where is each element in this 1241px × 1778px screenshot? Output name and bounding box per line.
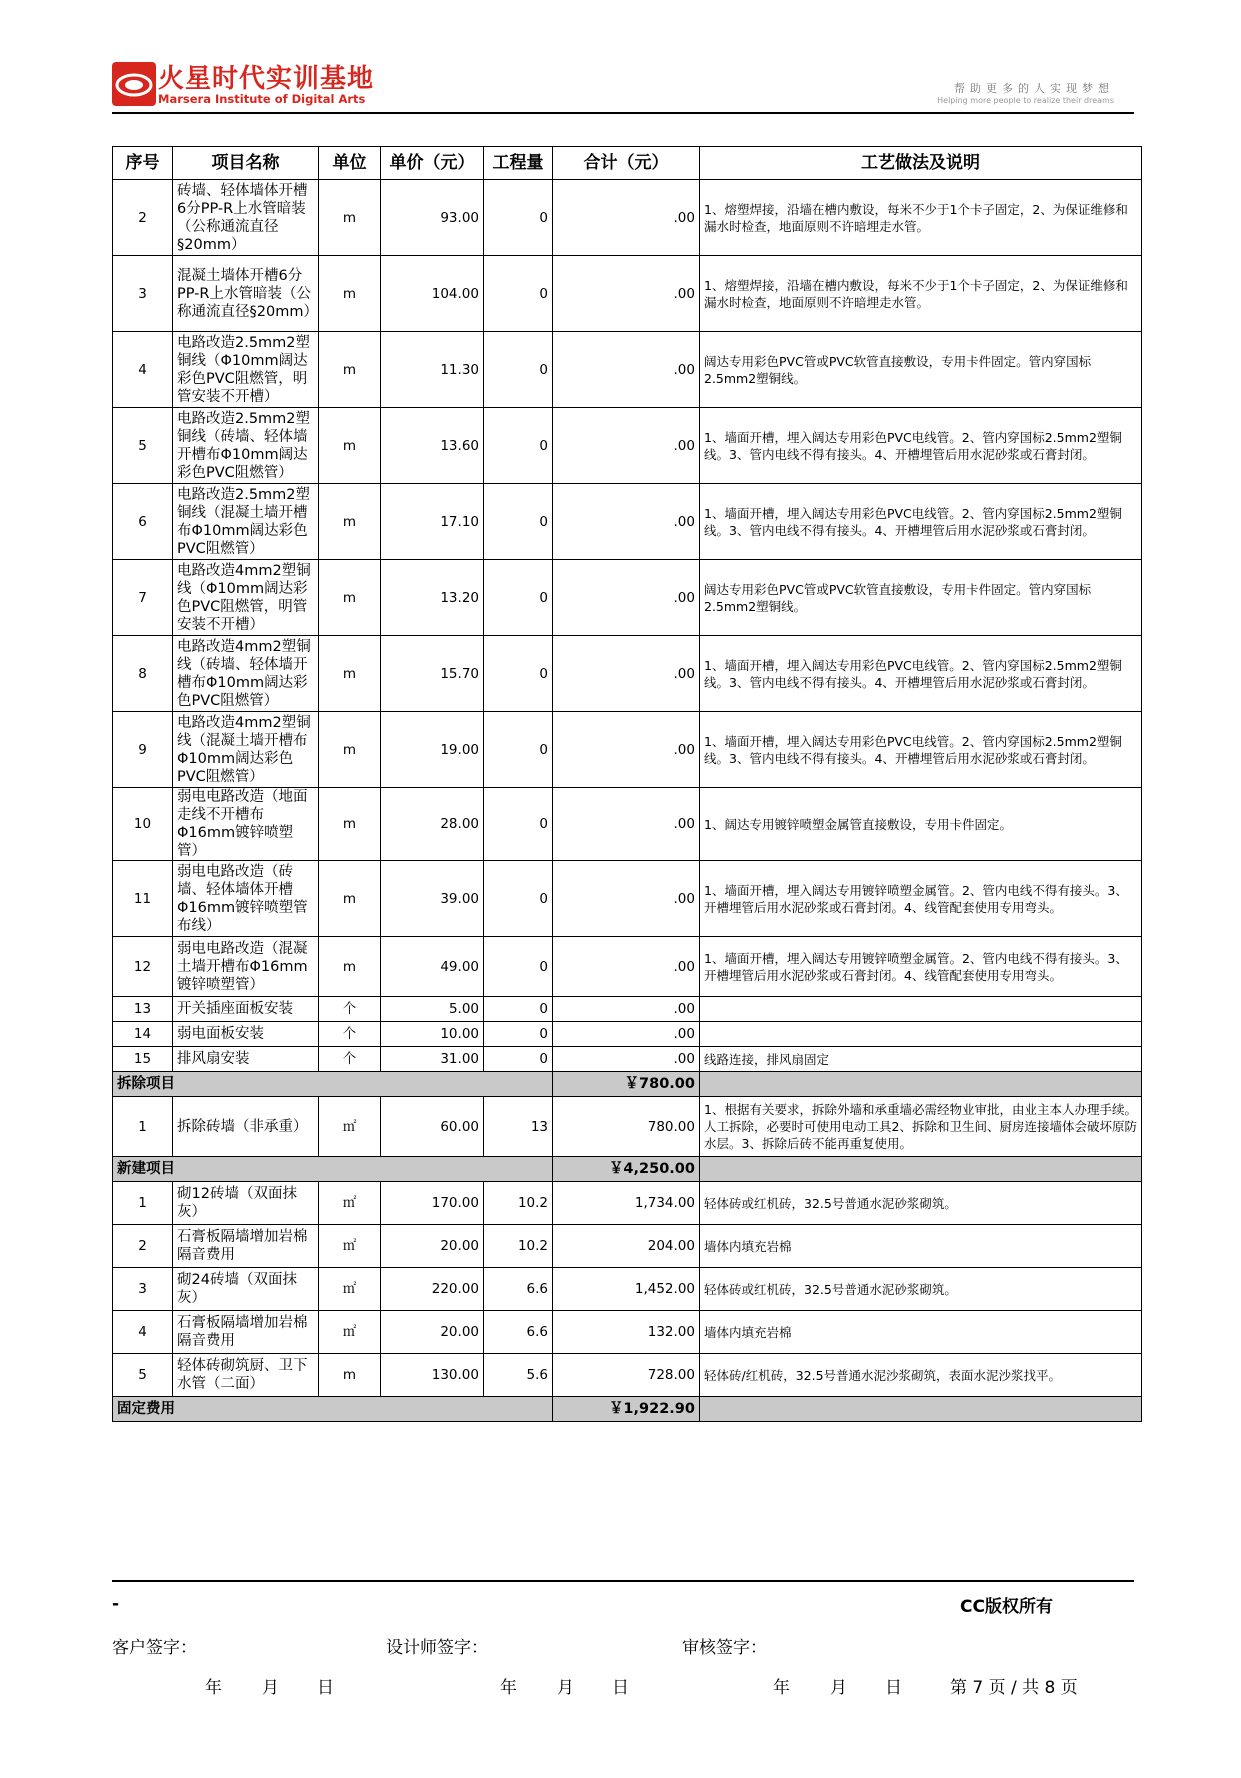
cell-quantity: 6.6 <box>484 1311 553 1354</box>
cell-quantity: 0 <box>484 180 553 256</box>
cell-item-name: 排风扇安装 <box>173 1047 319 1072</box>
cell-item-name: 弱电面板安装 <box>173 1022 319 1047</box>
section-desc-cell <box>700 1072 1142 1097</box>
cell-unit: m <box>319 332 381 408</box>
col-header-desc: 工艺做法及说明 <box>700 147 1142 180</box>
cell-unit-price: 49.00 <box>381 937 484 997</box>
cell-description: 1、熔塑焊接，沿墙在槽内敷设，每米不少于1个卡子固定，2、为保证维修和漏水时检查，地面原则不许暗埋走水管。 <box>700 256 1142 332</box>
cell-item-name: 电路改造4mm2塑铜线（砖墙、轻体墙开槽布Φ10mm阔达彩色PVC阻燃管） <box>173 636 319 712</box>
table-row <box>113 560 1142 636</box>
cell-total: 1,452.00 <box>553 1268 700 1311</box>
table-row <box>113 1097 1142 1157</box>
cell-no: 5 <box>113 1354 173 1397</box>
cell-unit: m <box>319 180 381 256</box>
cell-total: .00 <box>553 997 700 1022</box>
cell-description: 1、阔达专用镀锌喷塑金属管直接敷设，专用卡件固定。 <box>700 788 1142 861</box>
section-row <box>113 1072 1142 1097</box>
cell-no: 2 <box>113 180 173 256</box>
cell-unit: m <box>319 788 381 861</box>
cell-total: .00 <box>553 484 700 560</box>
cell-description: 1、墙面开槽，埋入阔达专用彩色PVC电线管。2、管内穿国标2.5mm2塑铜线。3、管内电线不得有接头。4、开槽埋管后用水泥砂浆或石膏封闭。 <box>700 636 1142 712</box>
cell-total: .00 <box>553 937 700 997</box>
cell-description: 1、根据有关要求，拆除外墙和承重墙必需经物业审批，由业主本人办理手续。人工拆除，必要时可使用电动工具2、拆除和卫生间、厨房连接墙体会破坏原防水层。3、拆除后砖不能再重复使用。 <box>700 1097 1142 1157</box>
cell-no: 6 <box>113 484 173 560</box>
section-label: 拆除项目 <box>113 1072 553 1097</box>
col-header-name: 项目名称 <box>173 147 319 180</box>
cell-unit: m <box>319 636 381 712</box>
cell-item-name: 弱电电路改造（砖墙、轻体墙体开槽Φ16mm镀锌喷塑管布线） <box>173 861 319 937</box>
cell-quantity: 0 <box>484 1047 553 1072</box>
section-row <box>113 1157 1142 1182</box>
cell-unit-price: 39.00 <box>381 861 484 937</box>
day-label: 日 <box>885 1678 904 1698</box>
cell-description: 1、熔塑焊接，沿墙在槽内敷设，每米不少于1个卡子固定，2、为保证维修和漏水时检查，地面原则不许暗埋走水管。 <box>700 180 1142 256</box>
designer-date <box>500 1673 631 1698</box>
cell-unit-price: 17.10 <box>381 484 484 560</box>
copyright-text: CC版权所有 <box>960 1597 1053 1617</box>
cell-quantity: 0 <box>484 861 553 937</box>
cell-item-name: 砌12砖墙（双面抹灰） <box>173 1182 319 1225</box>
table-row <box>113 1047 1142 1072</box>
cell-unit: ㎡ <box>319 1311 381 1354</box>
cell-quantity: 10.2 <box>484 1225 553 1268</box>
col-header-qty: 工程量 <box>484 147 553 180</box>
cell-no: 9 <box>113 712 173 788</box>
cell-item-name: 弱电电路改造（地面走线不开槽布Φ16mm镀锌喷塑管） <box>173 788 319 861</box>
cell-quantity: 0 <box>484 560 553 636</box>
cell-total: 1,734.00 <box>553 1182 700 1225</box>
cell-unit-price: 220.00 <box>381 1268 484 1311</box>
month-label: 月 <box>262 1678 281 1698</box>
cell-unit: m <box>319 937 381 997</box>
table-row <box>113 788 1142 861</box>
cell-unit-price: 15.70 <box>381 636 484 712</box>
cell-description: 1、墙面开槽，埋入阔达专用镀锌喷塑金属管。2、管内电线不得有接头。3、开槽埋管后用水泥砂浆或石膏封闭。4、线管配套使用专用弯头。 <box>700 861 1142 937</box>
cell-no: 1 <box>113 1097 173 1157</box>
cell-no: 4 <box>113 1311 173 1354</box>
section-amount: ￥4,250.00 <box>553 1157 700 1182</box>
cell-no: 14 <box>113 1022 173 1047</box>
cell-total: 780.00 <box>553 1097 700 1157</box>
cell-unit-price: 93.00 <box>381 180 484 256</box>
cell-unit: m <box>319 256 381 332</box>
cell-item-name: 电路改造2.5mm2塑铜线（混凝土墙开槽布Φ10mm阔达彩色PVC阻燃管） <box>173 484 319 560</box>
col-header-unit: 单位 <box>319 147 381 180</box>
cell-item-name: 砖墙、轻体墙体开槽6分PP-R上水管暗装（公称通流直径§20mm） <box>173 180 319 256</box>
table-row <box>113 1022 1142 1047</box>
cell-quantity: 0 <box>484 332 553 408</box>
cell-description: 1、墙面开槽，埋入阔达专用彩色PVC电线管。2、管内穿国标2.5mm2塑铜线。3、管内电线不得有接头。4、开槽埋管后用水泥砂浆或石膏封闭。 <box>700 408 1142 484</box>
cell-item-name: 电路改造2.5mm2塑铜线（砖墙、轻体墙开槽布Φ10mm阔达彩色PVC阻燃管） <box>173 408 319 484</box>
cell-quantity: 0 <box>484 1022 553 1047</box>
cell-unit: m <box>319 484 381 560</box>
cell-item-name: 弱电电路改造（混凝土墙开槽布Φ16mm镀锌喷塑管） <box>173 937 319 997</box>
cell-unit: m <box>319 861 381 937</box>
cell-description: 1、墙面开槽，埋入阔达专用镀锌喷塑金属管。2、管内电线不得有接头。3、开槽埋管后用水泥砂浆或石膏封闭。4、线管配套使用专用弯头。 <box>700 937 1142 997</box>
section-amount: ￥1,922.90 <box>553 1397 700 1422</box>
logo-icon <box>112 62 156 106</box>
cell-total: .00 <box>553 256 700 332</box>
cell-description: 轻体砖或红机砖，32.5号普通水泥砂浆砌筑。 <box>700 1182 1142 1225</box>
cell-quantity: 10.2 <box>484 1182 553 1225</box>
cell-unit: m <box>319 712 381 788</box>
table-row <box>113 937 1142 997</box>
cell-description: 轻体砖/红机砖，32.5号普通水泥沙浆砌筑，表面水泥沙浆找平。 <box>700 1354 1142 1397</box>
cell-unit: m <box>319 408 381 484</box>
section-row <box>113 1397 1142 1422</box>
section-amount: ￥780.00 <box>553 1072 700 1097</box>
cell-description <box>700 997 1142 1022</box>
cell-quantity: 0 <box>484 712 553 788</box>
table-row <box>113 997 1142 1022</box>
cell-no: 2 <box>113 1225 173 1268</box>
cell-quantity: 0 <box>484 484 553 560</box>
cell-total: .00 <box>553 1047 700 1072</box>
header-divider <box>112 112 1134 114</box>
table-row <box>113 180 1142 256</box>
footer-divider <box>112 1580 1134 1582</box>
cell-no: 3 <box>113 256 173 332</box>
cell-unit-price: 20.00 <box>381 1225 484 1268</box>
cell-unit-price: 170.00 <box>381 1182 484 1225</box>
cell-description: 墙体内填充岩棉 <box>700 1225 1142 1268</box>
table-row <box>113 1311 1142 1354</box>
cell-description: 1、墙面开槽，埋入阔达专用彩色PVC电线管。2、管内穿国标2.5mm2塑铜线。3、管内电线不得有接头。4、开槽埋管后用水泥砂浆或石膏封闭。 <box>700 484 1142 560</box>
cell-total: .00 <box>553 712 700 788</box>
cell-description: 阔达专用彩色PVC管或PVC软管直接敷设，专用卡件固定。管内穿国标2.5mm2塑铜线。 <box>700 560 1142 636</box>
cell-total: .00 <box>553 861 700 937</box>
cell-item-name: 电路改造2.5mm2塑铜线（Φ10mm阔达彩色PVC阻燃管，明管安装不开槽） <box>173 332 319 408</box>
table-row <box>113 636 1142 712</box>
day-label: 日 <box>612 1678 631 1698</box>
cell-unit: 个 <box>319 1047 381 1072</box>
cell-item-name: 石膏板隔墙增加岩棉隔音费用 <box>173 1225 319 1268</box>
slogan-en: Helping more people to realize their dreams <box>937 96 1114 105</box>
cell-item-name: 砌24砖墙（双面抹灰） <box>173 1268 319 1311</box>
cell-quantity: 0 <box>484 997 553 1022</box>
cell-unit: ㎡ <box>319 1268 381 1311</box>
cell-no: 12 <box>113 937 173 997</box>
col-header-price: 单价（元） <box>381 147 484 180</box>
cell-item-name: 轻体砖砌筑厨、卫下水管（二面） <box>173 1354 319 1397</box>
section-label: 新建项目 <box>113 1157 553 1182</box>
cell-unit-price: 20.00 <box>381 1311 484 1354</box>
reviewer-signature-label: 审核签字： <box>682 1638 767 1658</box>
footer-dash: - <box>112 1594 120 1614</box>
cell-total: 132.00 <box>553 1311 700 1354</box>
section-label: 固定费用 <box>113 1397 553 1422</box>
cell-item-name: 拆除砖墙（非承重） <box>173 1097 319 1157</box>
cell-quantity: 0 <box>484 788 553 861</box>
cell-no: 1 <box>113 1182 173 1225</box>
cell-quantity: 0 <box>484 256 553 332</box>
cell-total: .00 <box>553 1022 700 1047</box>
cell-unit: ㎡ <box>319 1097 381 1157</box>
cell-description <box>700 1022 1142 1047</box>
table-body <box>113 180 1142 1422</box>
cell-item-name: 电路改造4mm2塑铜线（混凝土墙开槽布Φ10mm阔达彩色PVC阻燃管） <box>173 712 319 788</box>
cell-unit: ㎡ <box>319 1182 381 1225</box>
cell-unit-price: 11.30 <box>381 332 484 408</box>
cell-description: 1、墙面开槽，埋入阔达专用彩色PVC电线管。2、管内穿国标2.5mm2塑铜线。3、管内电线不得有接头。4、开槽埋管后用水泥砂浆或石膏封闭。 <box>700 712 1142 788</box>
customer-date <box>205 1673 336 1698</box>
cell-unit-price: 130.00 <box>381 1354 484 1397</box>
cell-no: 8 <box>113 636 173 712</box>
table-row <box>113 861 1142 937</box>
company-name-en: Marsera Institute of Digital Arts <box>158 92 366 106</box>
section-desc-cell <box>700 1157 1142 1182</box>
cell-no: 7 <box>113 560 173 636</box>
cell-no: 13 <box>113 997 173 1022</box>
cell-no: 4 <box>113 332 173 408</box>
cell-total: .00 <box>553 332 700 408</box>
section-desc-cell <box>700 1397 1142 1422</box>
table-row <box>113 484 1142 560</box>
day-label: 日 <box>317 1678 336 1698</box>
cell-unit-price: 31.00 <box>381 1047 484 1072</box>
cell-total: .00 <box>553 788 700 861</box>
cell-unit-price: 13.20 <box>381 560 484 636</box>
cell-no: 3 <box>113 1268 173 1311</box>
table-row <box>113 1225 1142 1268</box>
cell-no: 10 <box>113 788 173 861</box>
table-header-row <box>113 147 1142 180</box>
cell-description: 轻体砖或红机砖，32.5号普通水泥砂浆砌筑。 <box>700 1268 1142 1311</box>
col-header-total: 合计（元） <box>553 147 700 180</box>
cell-total: .00 <box>553 636 700 712</box>
table-row <box>113 256 1142 332</box>
cell-description: 线路连接，排风扇固定 <box>700 1047 1142 1072</box>
month-label: 月 <box>557 1678 576 1698</box>
year-label: 年 <box>500 1678 519 1698</box>
company-name-cn: 火星时代实训基地 <box>158 64 375 94</box>
cell-total: .00 <box>553 408 700 484</box>
year-label: 年 <box>773 1678 792 1698</box>
cell-unit-price: 28.00 <box>381 788 484 861</box>
table-row <box>113 712 1142 788</box>
cell-no: 15 <box>113 1047 173 1072</box>
table-row <box>113 1268 1142 1311</box>
cell-total: .00 <box>553 180 700 256</box>
customer-signature-label: 客户签字： <box>112 1638 197 1658</box>
month-label: 月 <box>830 1678 849 1698</box>
cell-unit: m <box>319 560 381 636</box>
cell-total: 204.00 <box>553 1225 700 1268</box>
cell-total: 728.00 <box>553 1354 700 1397</box>
page-header <box>112 56 1134 116</box>
cell-quantity: 0 <box>484 937 553 997</box>
table-row <box>113 408 1142 484</box>
cell-no: 5 <box>113 408 173 484</box>
cell-item-name: 电路改造4mm2塑铜线（Φ10mm阔达彩色PVC阻燃管，明管安装不开槽） <box>173 560 319 636</box>
table-row <box>113 332 1142 408</box>
cell-item-name: 开关插座面板安装 <box>173 997 319 1022</box>
cell-description: 墙体内填充岩棉 <box>700 1311 1142 1354</box>
cell-item-name: 石膏板隔墙增加岩棉隔音费用 <box>173 1311 319 1354</box>
cell-unit: 个 <box>319 997 381 1022</box>
cell-quantity: 6.6 <box>484 1268 553 1311</box>
cell-quantity: 13 <box>484 1097 553 1157</box>
cell-quantity: 5.6 <box>484 1354 553 1397</box>
cell-unit-price: 19.00 <box>381 712 484 788</box>
reviewer-date <box>773 1673 904 1698</box>
cell-unit: 个 <box>319 1022 381 1047</box>
year-label: 年 <box>205 1678 224 1698</box>
quote-table <box>112 146 1142 1422</box>
cell-unit-price: 10.00 <box>381 1022 484 1047</box>
cell-quantity: 0 <box>484 408 553 484</box>
page-number: 第 7 页 / 共 8 页 <box>950 1678 1078 1698</box>
cell-total: .00 <box>553 560 700 636</box>
cell-unit: m <box>319 1354 381 1397</box>
cell-unit-price: 60.00 <box>381 1097 484 1157</box>
slogan-cn: 帮助更多的人实现梦想 <box>954 82 1114 95</box>
table-row <box>113 1182 1142 1225</box>
cell-unit-price: 13.60 <box>381 408 484 484</box>
cell-unit-price: 104.00 <box>381 256 484 332</box>
cell-unit: ㎡ <box>319 1225 381 1268</box>
table-row <box>113 1354 1142 1397</box>
cell-description: 阔达专用彩色PVC管或PVC软管直接敷设，专用卡件固定。管内穿国标2.5mm2塑铜线。 <box>700 332 1142 408</box>
cell-unit-price: 5.00 <box>381 997 484 1022</box>
cell-no: 11 <box>113 861 173 937</box>
cell-quantity: 0 <box>484 636 553 712</box>
designer-signature-label: 设计师签字： <box>386 1638 488 1658</box>
cell-item-name: 混凝土墙体开槽6分PP-R上水管暗装（公称通流直径§20mm） <box>173 256 319 332</box>
col-header-no: 序号 <box>113 147 173 180</box>
